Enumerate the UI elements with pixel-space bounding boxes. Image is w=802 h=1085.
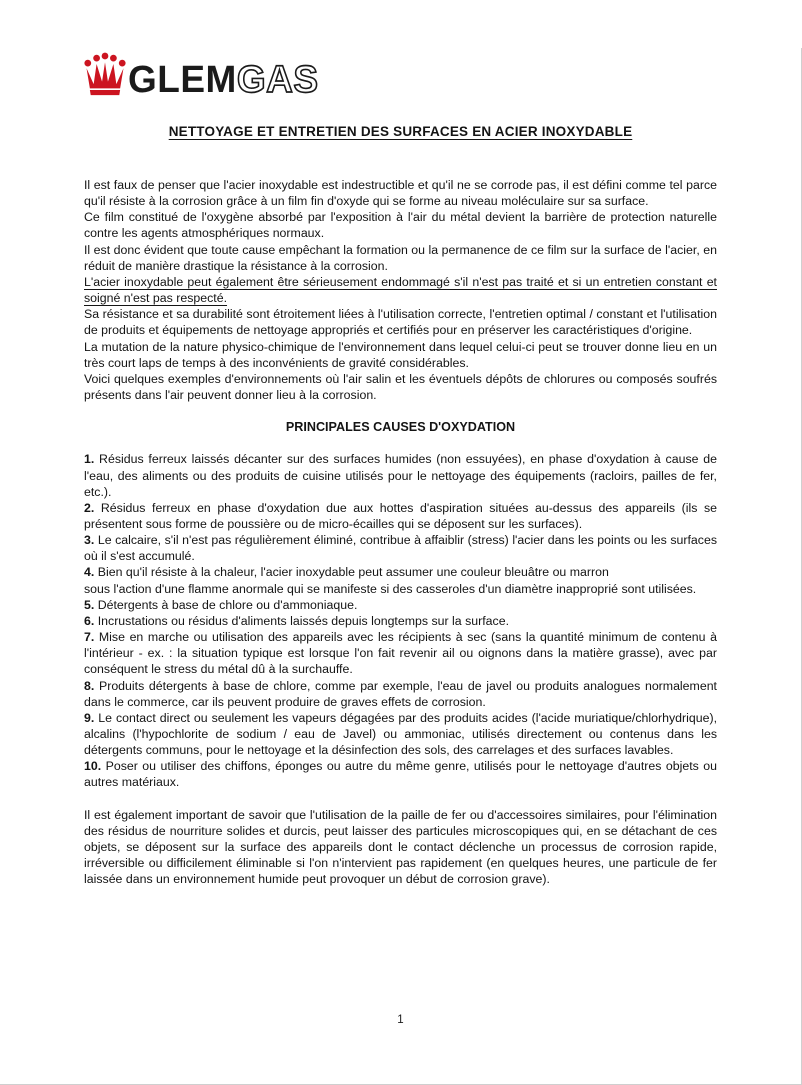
- list-item-number: 6.: [84, 613, 95, 628]
- list-item: 4. Bien qu'il résiste à la chaleur, l'acier inoxydable peut assumer une couleur bleuâtre ou marron sous l'action d'une flamme anormale qui se manifeste si des casseroles d'un diamètre inapproprié sont utilisées.: [84, 565, 697, 596]
- paragraph: Voici quelques exemples d'environnements où l'air salin et les éventuels dépôts de chlorures ou composés soufrés présents dans l'air peuvent donner lieu à la corrosion.: [84, 371, 717, 403]
- brand-logo: [84, 48, 717, 101]
- list-item-number: 4.: [84, 565, 95, 580]
- intro-paragraphs: [84, 177, 717, 403]
- brand-wordmark: [128, 58, 319, 101]
- list-item: 5. Détergents à base de chlore ou d'ammoniaque.: [84, 597, 358, 612]
- list-item: 10. Poser ou utiliser des chiffons, éponges ou autre du même genre, utilisés pour le nettoyage d'autres objets ou autres matériaux.: [84, 759, 717, 790]
- closing-paragraph: Il est également important de savoir que l'utilisation de la paille de fer ou d'accessoires similaires, pour l'élimination des résidus de nourriture solides et durcis, peut laisser des particules microscopiques qui, en se détachant de ces objets, se déposent sur la surface des appareils dont le contact déclenche un processus de corrosion rapide, irréversible ou difficilement éliminable si l'on n'intervient pas rapidement (en quelques heures, une particule de fer laissée dans un environnement humide peut provoquer un début de corrosion grave).: [84, 807, 717, 887]
- list-item: 2. Résidus ferreux en phase d'oxydation due aux hottes d'aspiration situées au-dessus des appareils (ils se présentent sous forme de poussière ou de micro-écailles qui se déposent sur les surfaces).: [84, 500, 717, 531]
- crown-shape: [84, 53, 125, 95]
- paragraph: La mutation de la nature physico-chimique de l'environnement dans lequel celui-ci peut se trouver donne lieu en un très court laps de temps à des inconvénients de gravité considérables.: [84, 339, 717, 370]
- crown-icon: [84, 51, 126, 98]
- list-item: 1. Résidus ferreux laissés décanter sur des surfaces humides (non essuyées), en phase d'oxydation à cause de l'eau, des aliments ou des produits de cuisine utilisés pour le nettoyage des équipements (racloirs, pailles de fer, etc.).: [84, 452, 717, 499]
- paragraph: Sa résistance et sa durabilité sont étroitement liées à l'utilisation correcte, l'entretien optimal / constant et l'utilisation de produits et équipements de nettoyage appropriés et certifiés pour en préserver les caractéristiques d'origine.: [84, 307, 717, 338]
- list-item: 7. Mise en marche ou utilisation des appareils avec les récipients à sec (sans la quantité minimum de contenu à l'intérieur - ex. : la situation typique est lorsque l'on fait revenir ail ou oignons dans la matière grasse), avec par conséquent le stress du métal dû à la surchauffe.: [84, 630, 717, 677]
- list-item-number: 9.: [84, 710, 95, 725]
- section-heading: PRINCIPALES CAUSES D'OXYDATION: [285, 420, 516, 435]
- paragraph: Il est donc évident que toute cause empêchant la formation ou la permanence de ce film sur la surface de l'acier, en réduit de manière drastique la résistance à la corrosion.: [84, 242, 717, 273]
- brand-text-gas: GAS: [236, 58, 319, 101]
- list-item-number: 3.: [84, 533, 95, 548]
- list-item-number: 5.: [84, 597, 95, 612]
- paragraph: Il est faux de penser que l'acier inoxydable est indestructible et qu'il ne se corrode pas, il est défini comme tel parce qu'il résiste à la corrosion grâce à un film fin d'oxyde qui se forme au niveau moléculaire sur sa surface.: [84, 178, 717, 209]
- brand-text-glem: GLEM: [128, 58, 237, 101]
- document-title: NETTOYAGE ET ENTRETIEN DES SURFACES EN ACIER INOXYDABLE: [168, 124, 633, 139]
- list-item-number: 2.: [84, 500, 95, 515]
- list-item-number: 10.: [84, 759, 102, 774]
- paragraph: Ce film constitué de l'oxygène absorbé par l'exposition à l'air du métal devient la barrière de protection naturelle contre les agents atmosphériques normaux.: [84, 210, 717, 241]
- list-item-number: 8.: [84, 678, 95, 693]
- document-page: [0, 48, 802, 1085]
- page: [0, 48, 801, 1084]
- page-number: 1: [397, 1014, 404, 1026]
- list-item: 3. Le calcaire, s'il n'est pas régulièrement éliminé, contribue à affaiblir (stress) l'acier dans les points ou les surfaces où il s'est accumulé.: [84, 533, 717, 564]
- paragraph: L'acier inoxydable peut également être sérieusement endommagé s'il n'est pas traité et si un entretien constant et soigné n'est pas respecté.: [84, 274, 717, 306]
- causes-list: [84, 451, 717, 790]
- list-item-number: 1.: [84, 452, 95, 467]
- list-item: 8. Produits détergents à base de chlore, comme par exemple, l'eau de javel ou produits analogues normalement dans le commerce, car ils peuvent produire de graves effets de corrosion.: [84, 678, 717, 709]
- document-body: [84, 177, 717, 887]
- list-item: 6. Incrustations ou résidus d'aliments laissés depuis longtemps sur la surface.: [84, 613, 509, 628]
- list-item-number: 7.: [84, 630, 95, 645]
- list-item: 9. Le contact direct ou seulement les vapeurs dégagées par des produits acides (l'acide muriatique/chlorhydrique), alcalins (l'hypochlorite de sodium / eau de Javel) ou ammoniac, utilisés directement ou contenus dans les détergents communs, pour le nettoyage et la désinfection des sols, des carrelages et des surfaces lavables.: [84, 710, 717, 758]
